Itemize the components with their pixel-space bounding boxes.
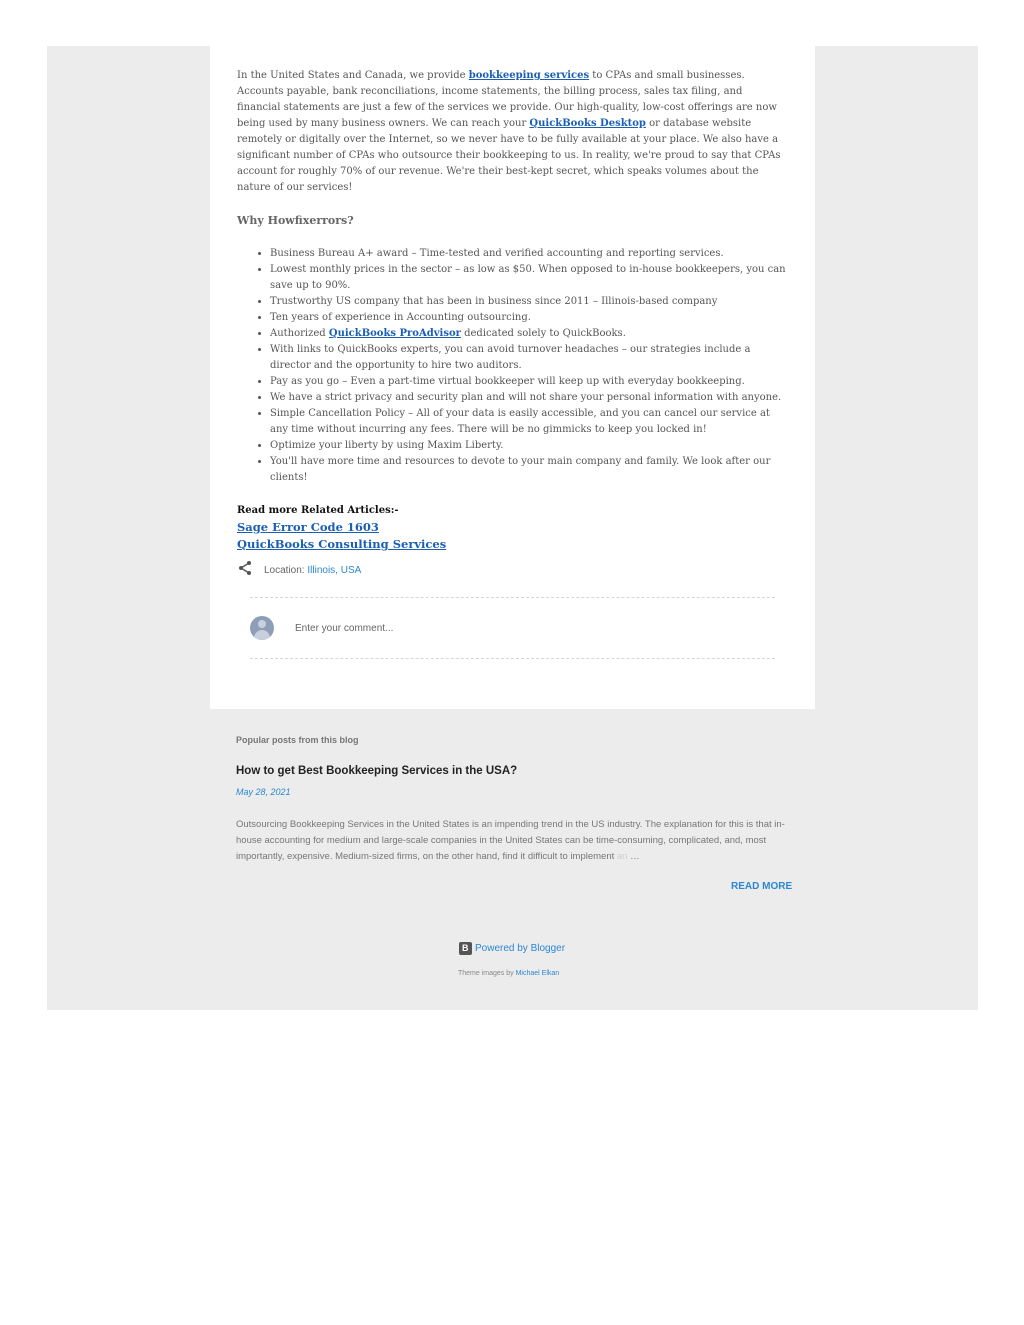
quickbooks-desktop-link[interactable]: QuickBooks Desktop [529, 118, 646, 129]
snippet-ellipsis: … [627, 851, 640, 862]
theme-credit [458, 970, 559, 977]
popular-post-date[interactable]: May 28, 2021 [236, 787, 291, 797]
list-item: • You'll have more time and resources to devote to your main company and family. We look after our clients! [270, 454, 789, 486]
divider [250, 658, 775, 659]
location [264, 565, 361, 576]
list-item: • Optimize your liberty by using Maxim Liberty. [270, 438, 789, 454]
list-item: • We have a strict privacy and security plan and will not share your personal information with anyone. [270, 390, 789, 406]
comment-row [250, 614, 775, 642]
list-item: • With links to QuickBooks experts, you can avoid turnover headaches – our strategies include a director and the opportunity to hire two auditors. [270, 342, 789, 374]
powered-by-blogger [459, 940, 565, 955]
theme-credit-label: Theme images by [458, 970, 516, 977]
bookkeeping-services-link[interactable]: bookkeeping services [468, 70, 590, 81]
related-articles-heading: Read more Related Articles:- [237, 505, 399, 516]
theme-author-link[interactable]: Michael Elkan [515, 970, 560, 977]
popular-post-title[interactable]: How to get Best Bookkeeping Services in the USA? [236, 765, 518, 777]
intro-text-3: or database website remotely or digitally over the Internet, so we never have to be fully available at your place. We also have a significant number of CPAs who outsource their bookkeeping to us. In reality, we're proud to say that CPAs account for roughly 70% of our revenue. We're their best-kept secret, which speaks volumes about the nature of our services! [237, 118, 781, 193]
intro-text-1: In the United States and Canada, we provide [237, 70, 469, 81]
intro-text-2: to CPAs and small businesses. Accounts payable, bank reconciliations, income statements, the billing process, sales tax filing, and financial statements are just a few of the services we provide. Our high-quality, low-cost offerings are now being used by many business owners. We can reach your [237, 70, 777, 129]
benefits-list [237, 246, 789, 486]
list-item-text: dedicated solely to QuickBooks. [460, 328, 626, 339]
related-link-sage-error[interactable]: Sage Error Code 1603 [237, 520, 379, 534]
share-location-row [237, 559, 797, 579]
popular-post-snippet [236, 817, 792, 865]
post-body [237, 68, 789, 553]
comment-input[interactable] [290, 619, 770, 637]
list-item: • Pay as you go – Even a part-time virtual bookkeeper will keep up with everyday bookkeeping. [270, 374, 789, 390]
read-more-button[interactable]: READ MORE [731, 881, 793, 892]
snippet-fade: an [616, 851, 628, 862]
list-item: • Lowest monthly prices in the sector – as low as $50. When opposed to in-house bookkeepers, you can save up to 90%. [270, 262, 789, 294]
why-heading: Why Howfixerrors? [237, 214, 354, 227]
related-link-quickbooks-consulting[interactable]: QuickBooks Consulting Services [237, 537, 447, 551]
list-item: • Simple Cancellation Policy – All of your data is easily accessible, and you can cancel our service at any time without incurring any fees. There will be no gimmicks to keep you locked in! [270, 406, 789, 438]
popular-posts-heading: Popular posts from this blog [236, 735, 359, 745]
list-item-text: Authorized [270, 328, 329, 339]
location-label: Location: [264, 565, 308, 576]
powered-by-link[interactable]: Powered by Blogger [475, 943, 566, 955]
location-value[interactable]: Illinois, USA [307, 565, 362, 576]
quickbooks-proadvisor-link[interactable]: QuickBooks ProAdvisor [328, 328, 461, 339]
share-icon[interactable] [237, 560, 253, 576]
list-item: • Business Bureau A+ award – Time-tested and verified accounting and reporting services. [270, 246, 789, 262]
avatar [250, 616, 274, 640]
list-item: • Ten years of experience in Accounting outsourcing. [270, 310, 789, 326]
list-item [270, 326, 789, 342]
post-card [210, 46, 815, 709]
blogger-icon: B [459, 942, 472, 955]
divider [250, 597, 775, 598]
snippet-text: Outsourcing Bookkeeping Services in the United States is an impending trend in the US industry. The explanation for this is that in-house accounting for medium and large-scale companies in the United States can be time-consuming, complicated, and, most importantly, expensive. Medium-sized firms, on the other hand, find it difficult to implement [236, 819, 785, 862]
list-item: • Trustworthy US company that has been in business since 2011 – Illinois-based company [270, 294, 789, 310]
intro-paragraph [237, 68, 789, 196]
